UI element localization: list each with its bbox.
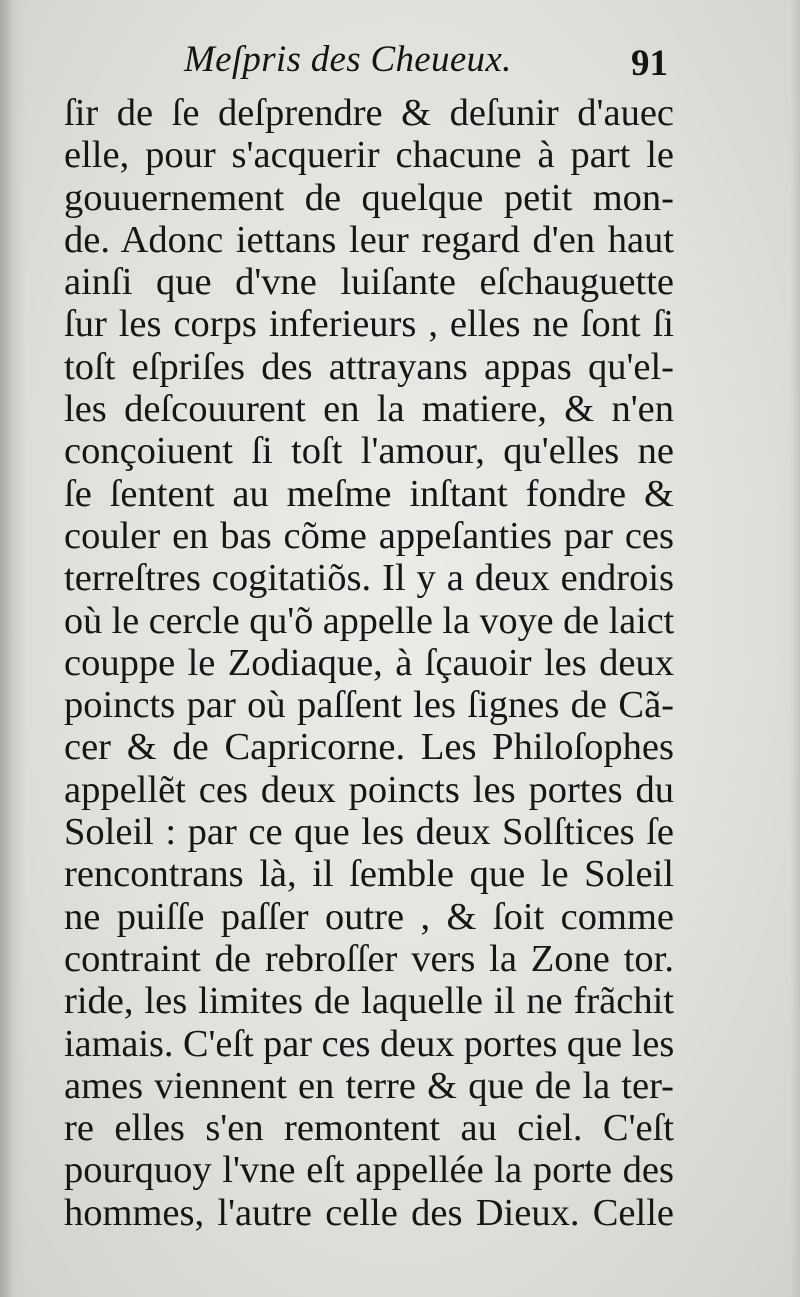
text-line: toſt eſpriſes des attrayans appas qu'el- (64, 345, 674, 388)
text-line: couler en bas cõme appeſanties par ces (64, 514, 674, 557)
text-line: elle, pour s'acquerir chacune à part le (64, 134, 674, 177)
text-line: terreſtres cogitatiõs. Il y a deux endrois (64, 557, 674, 600)
body-text (64, 92, 674, 1234)
text-line: hommes, l'autre celle des Dieux. Celle (64, 1191, 674, 1234)
text-line: contraint de rebroſſer vers la Zone tor. (64, 937, 674, 980)
page-number: 91 (631, 43, 668, 84)
text-line: ſe ſentent au meſme inſtant fondre & (64, 472, 674, 515)
text-line: re elles s'en remontent au ciel. C'eſt (64, 1107, 674, 1150)
text-line: ne puiſſe paſſer outre , & ſoit comme (64, 895, 674, 938)
text-line: rencontrans là, il ſemble que le Soleil (64, 853, 674, 896)
text-line: de. Adonc iettans leur regard d'en haut (64, 218, 674, 261)
text-line: Soleil : par ce que les deux Solſtices ſe (64, 811, 674, 854)
text-line: poincts par où paſſent les ſignes de Cã- (64, 684, 674, 727)
text-line: ſur les corps inferieurs , elles ne ſont ſi (64, 303, 674, 346)
page-header (80, 38, 668, 86)
text-line: couppe le Zodiaque, à ſçauoir les deux (64, 641, 674, 684)
text-line: où le cercle qu'õ appelle la voye de laict (64, 599, 675, 642)
page-edge (790, 0, 800, 1297)
text-line: gouuernement de quelque petit mon- (64, 176, 674, 219)
gutter-shadow (0, 0, 26, 1297)
text-line: cer & de Capricorne. Les Philoſophes (64, 726, 674, 769)
text-line: conçoiuent ſi toſt l'amour, qu'elles ne (64, 430, 674, 473)
text-line: appellẽt ces deux poincts les portes du (64, 768, 674, 811)
text-line: iamais. C'eſt par ces deux portes que les (64, 1022, 675, 1065)
text-line: ames viennent en terre & que de la ter- (64, 1064, 674, 1107)
text-line: pourquoy l'vne eſt appellée la porte des (64, 1149, 674, 1192)
text-line: ſir de ſe deſprendre & deſunir d'auec (64, 92, 674, 134)
text-line: ainſi que d'vne luiſante eſchauguette (64, 261, 674, 304)
text-line: les deſcouurent en la matiere, & n'en (64, 388, 674, 431)
running-title: Meſpris des Cheueux. (184, 39, 512, 80)
text-line: ride, les limites de laquelle il ne frãchit (64, 980, 674, 1023)
